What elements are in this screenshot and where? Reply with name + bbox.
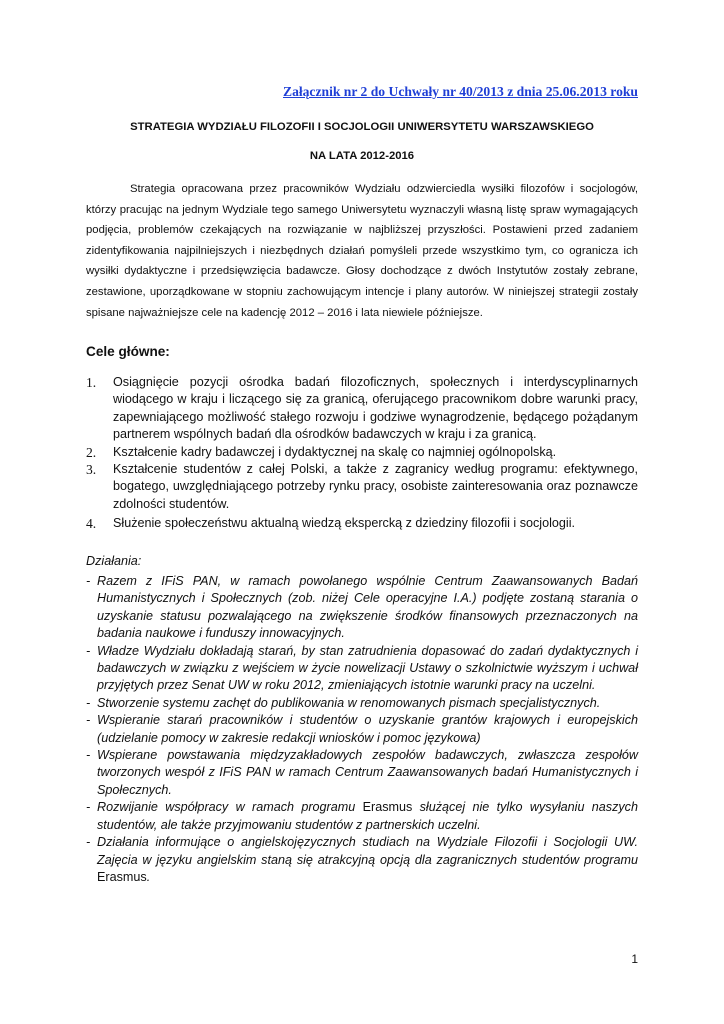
goal-text: Kształcenie studentów z całej Polski, a także z zagranicy według programu: efektywnego, bogatego, uwzględniającego potrzeby rynku pracy, osobiste zainteresowania oraz poznawcze zdolności studentów. [113,462,638,511]
goal-number: 4. [86,516,97,532]
goal-number: 1. [86,375,97,390]
goal-item [86,374,638,444]
annex-reference: Załącznik nr 2 do Uchwały nr 40/2013 z dnia 25.06.2013 roku [283,84,638,99]
actions-list [86,573,638,886]
action-item [86,695,638,712]
document-title: STRATEGIA WYDZIAŁU FILOZOFII I SOCJOLOGII UNIWERSYTETU WARSZAWSKIEGO [130,121,594,133]
action-item [86,712,638,747]
dash-bullet: - [86,713,91,728]
action-text: . [146,869,151,884]
dash-bullet: - [86,695,91,710]
action-text: Rozwijanie współpracy w ramach programu [97,800,356,815]
goal-text: Służenie społeczeństwu aktualną wiedzą ekspercką z dziedziny filozofii i socjologii. [113,516,576,531]
action-text: Wspierane powstawania międzyzakładowych zespołów badawczych, zwłaszcza zespołów tworzonych wespół z IFiS PAN w ramach Centrum Zaawansowanych badań Humanistycznych i Społecznych. [97,748,638,797]
goals-heading: Cele główne: [86,344,170,359]
goal-item [86,515,638,532]
goal-item [86,461,638,513]
action-text: Władze Wydziału dokładają starań, by stan zatrudnienia dopasować do zadań dydaktycznych i badawczych w związku z wejściem w życie nowelizacji Ustawy o szkolnictwie wyższym i uchwał przyjętych przez Senat UW w roku 2012, zmieniających istotnie warunki pracy na uczelni. [97,643,638,693]
goal-number: 2. [86,444,97,460]
dash-bullet: - [86,800,91,815]
action-item [86,643,638,695]
action-item [86,834,638,886]
program-name: Erasmus [362,800,413,815]
dash-bullet: - [86,643,91,658]
goal-number: 3. [86,462,97,478]
dash-bullet: - [86,748,91,763]
actions-heading: Działania: [86,554,142,568]
dash-bullet: - [86,835,91,850]
action-text: służącej nie tylko wysyłaniu naszych studentów, ale także przyjmowaniu studentów z partnerskich uczelni. [97,800,638,832]
document-subtitle: NA LATA 2012-2016 [309,150,415,162]
goal-text: Osiągnięcie pozycji ośrodka badań filozoficznych, społecznych i interdyscyplinarnych wiodącego w kraju i liczącego się za granicą, oferującego pracownikom dobre warunki pracy, zapewniającego możliwość stałego rozwoju i godziwe wynagrodzenie, będącego pożądanym partnerem wspólnych badań dla ośrodków badawczych w kraju i za granicą. [113,375,638,442]
action-item [86,747,638,799]
action-text: Wspieranie starań pracowników i studentów o uzyskanie grantów krajowych i europejskich (udzielanie pomocy w zakresie redakcji wniosków i pomoc językowa) [97,713,638,745]
goals-list [86,374,638,533]
program-name: Erasmus [97,869,147,884]
intro-paragraph: Strategia opracowana przez pracowników Wydziału odzwierciedla wysiłki filozofów i socjologów, którzy pracując na jednym Wydziale tego samego Uniwersytetu wyznaczyli własną listę spraw wymagających podjęcia, problemów czekających na rozwiązanie w najbliższej przyszłości. Postawieni przed zadaniem zidentyfikowania najpilniejszych i niezbędnych działań pomyśleli przede wszystkimo tym, co ogranicza ich wysiłki dydaktyczne i przedsięwzięcia badawcze. Głosy dochodzące z dwóch Instytutów zostały zebrane, zestawione, uporządkowane w stopniu zachowującym intencje i plany autorów. W niniejszej strategii zostały spisane najważniejsze cele na kadencję 2012 – 2016 i lata niewiele późniejsze. [86,183,638,319]
goal-text: Kształcenie kadry badawczej i dydaktycznej na skalę co najmniej ogólnopolską. [113,444,557,459]
action-item [86,799,638,834]
page-number: 1 [631,952,638,966]
goal-item [86,444,638,461]
action-text: Razem z IFiS PAN, w ramach powołanego wspólnie Centrum Zaawansowanych Badań Humanistycznych i Społecznych (zob. niżej Cele operacyjne I.A.) podjęte zostaną starania o uzyskanie statusu pozwalającego na zwiększenie środków finansowych przeznaczonych na badania naukowe i funduszy innowacyjnych. [97,574,638,641]
action-item [86,573,638,643]
dash-bullet: - [86,574,91,588]
action-text: Stworzenie systemu zachęt do publikowania w renomowanych pismach specjalistycznych. [97,695,601,710]
action-text: Działania informujące o angielskojęzycznych studiach na Wydziale Filozofii i Socjologii UW. Zajęcia w języku angielskim staną się atrakcyjną opcją dla zagranicznych studentów programu [97,835,638,867]
